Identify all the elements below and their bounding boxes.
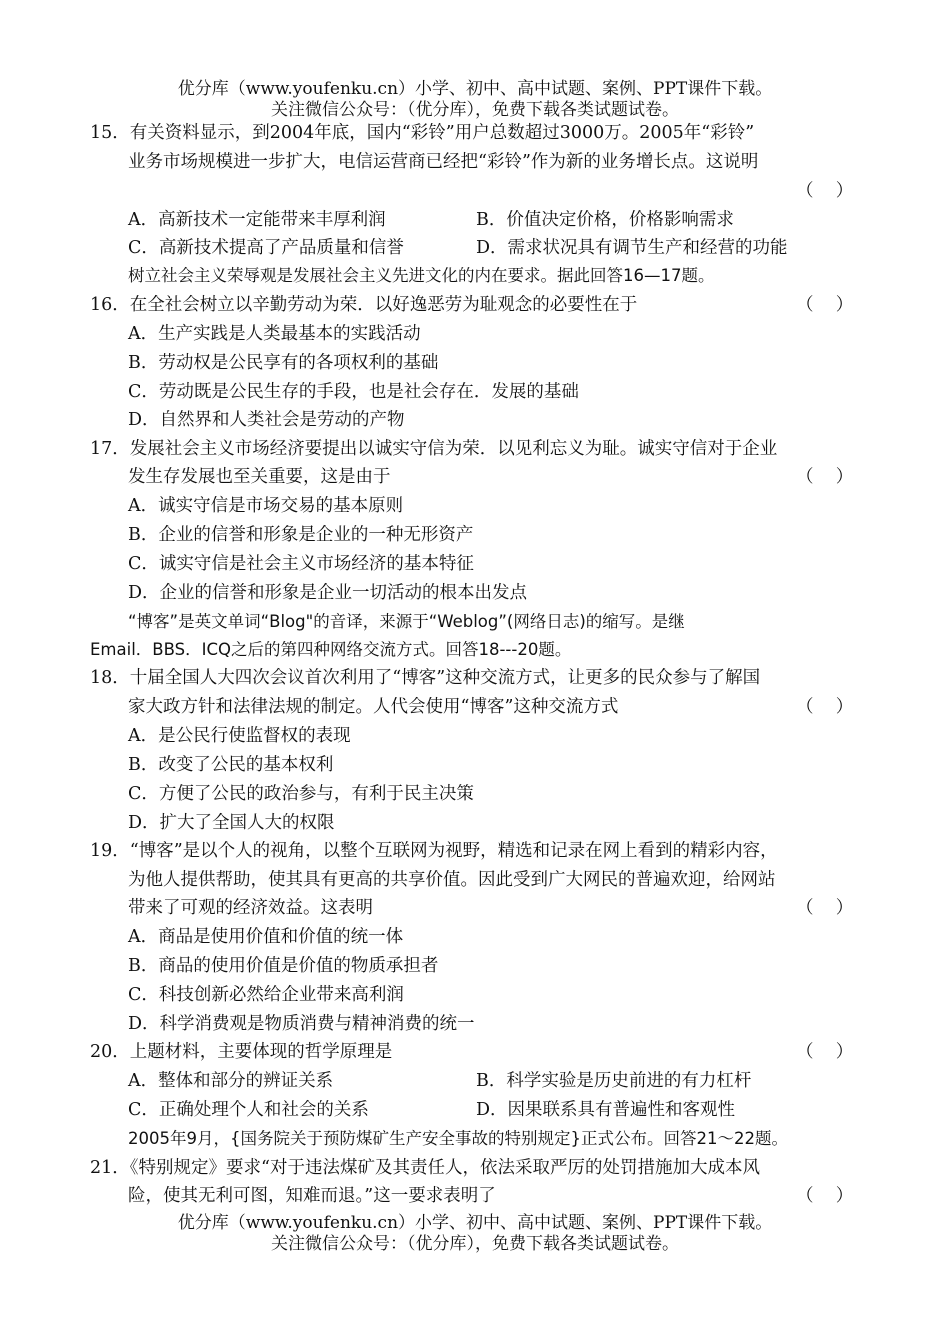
q19-answer-blank: （ ） (796, 898, 854, 918)
q18-option-a: A．是公民行使监督权的表现 (128, 726, 351, 746)
q18-stem-line-2: 家大政方针和法律法规的制定。人代会使用“博客”这种交流方式 (128, 697, 619, 717)
q21-answer-blank: （ ） (796, 1186, 854, 1206)
q17-option-c: C．诚实守信是社会主义市场经济的基本特征 (128, 554, 474, 574)
q16-stem: 16．在全社会树立以辛勤劳动为荣．以好逸恶劳为耻观念的必要性在于 (90, 295, 638, 315)
q18-option-d: D．扩大了全国人大的权限 (128, 813, 335, 833)
q16-option-d: D．自然界和人类社会是劳动的产物 (128, 410, 405, 430)
q15-answer-blank: （ ） (796, 181, 854, 201)
q18-stem-line-1: 18．十届全国人大四次会议首次利用了“博客”这种交流方式，让更多的民众参与了解国 (90, 668, 761, 688)
q20-option-d: D．因果联系具有普遍性和客观性 (476, 1100, 736, 1120)
q17-answer-blank: （ ） (796, 467, 854, 487)
q17-stem-line-2: 发生存发展也至关重要，这是由于 (128, 467, 391, 487)
q16-answer-blank: （ ） (796, 295, 854, 315)
q19-option-a: A．商品是使用价值和价值的统一体 (128, 927, 404, 947)
q15-option-a: A．高新技术一定能带来丰厚利润 (128, 210, 386, 230)
q17-option-d: D．企业的信誉和形象是企业一切活动的根本出发点 (128, 583, 528, 603)
q16-option-a: A．生产实践是人类最基本的实践活动 (128, 324, 421, 344)
q21-stem-line-1: 21．《特别规定》要求“对于违法煤矿及其责任人，依法采取严厉的处罚措施加大成本风 (90, 1158, 760, 1178)
q15-stem-line-1: 15．有关资料显示，到2004年底，国内“彩铃”用户总数超过3000万。2005年“彩铃” (90, 123, 755, 143)
q20-option-b: B．科学实验是历史前进的有力杠杆 (476, 1071, 752, 1091)
q18-option-b: B．改变了公民的基本权利 (128, 755, 334, 775)
header-line-2: 关注微信公众号：（优分库），免费下载各类试题试卷。 (271, 100, 679, 120)
q19-option-c: C．科技创新必然给企业带来高利润 (128, 985, 404, 1005)
q20-option-c: C．正确处理个人和社会的关系 (128, 1100, 369, 1120)
footer-line-2: 关注微信公众号：（优分库），免费下载各类试题试卷。 (271, 1234, 679, 1254)
q19-stem-line-3: 带来了可观的经济效益。这表明 (128, 898, 373, 918)
q20-stem: 20．上题材料，主要体现的哲学原理是 (90, 1042, 393, 1062)
q15-option-c: C．高新技术提高了产品质量和信誉 (128, 238, 404, 258)
q16-option-c: C．劳动既是公民生存的手段，也是社会存在．发展的基础 (128, 382, 579, 402)
q19-option-d: D．科学消费观是物质消费与精神消费的统一 (128, 1014, 475, 1034)
q18-answer-blank: （ ） (796, 697, 854, 717)
q17-option-a: A．诚实守信是市场交易的基本原则 (128, 496, 404, 516)
q15-stem-line-2: 业务市场规模进一步扩大，电信运营商已经把“彩铃”作为新的业务增长点。这说明 (128, 152, 759, 172)
q15-option-b: B．价值决定价格，价格影响需求 (476, 210, 734, 230)
q18-option-c: C．方便了公民的政治参与，有利于民主决策 (128, 784, 474, 804)
q20-answer-blank: （ ） (796, 1042, 854, 1062)
footer-line-1: 优分库（www.youfenku.cn）小学、初中、高中试题、案例、PPT课件下载。 (177, 1213, 773, 1233)
intro-q18-20-line-2: Email．BBS．ICQ之后的第四种网络交流方式。回答18---20题。 (90, 640, 572, 659)
q19-stem-line-2: 为他人提供帮助，使其具有更高的共享价值。因此受到广大网民的普遍欢迎，给网站 (128, 870, 776, 890)
intro-q16-17: 树立社会主义荣辱观是发展社会主义先进文化的内在要求。据此回答16—17题。 (128, 266, 715, 285)
q17-option-b: B．企业的信誉和形象是企业的一种无形资产 (128, 525, 474, 545)
q15-option-d: D．需求状况具有调节生产和经营的功能 (476, 238, 788, 258)
header-line-1: 优分库（www.youfenku.cn）小学、初中、高中试题、案例、PPT课件下载。 (177, 79, 773, 99)
intro-q18-20-line-1: “博客”是英文单词“Blog"的音译，来源于“Weblog”(网络日志)的缩写。是继 (128, 612, 685, 631)
q19-stem-line-1: 19．“博客”是以个人的视角，以整个互联网为视野，精选和记录在网上看到的精彩内容， (90, 841, 778, 861)
q21-stem-line-2: 险，使其无利可图，知难而退。”这一要求表明了 (128, 1186, 496, 1206)
q16-option-b: B．劳动权是公民享有的各项权利的基础 (128, 353, 439, 373)
q20-option-a: A．整体和部分的辨证关系 (128, 1071, 334, 1091)
q19-option-b: B．商品的使用价值是价值的物质承担者 (128, 956, 439, 976)
intro-q21-22: 2005年9月，{国务院关于预防煤矿生产安全事故的特别规定}正式公布。回答21～22题。 (128, 1129, 788, 1148)
q17-stem-line-1: 17．发展社会主义市场经济要提出以诚实守信为荣．以见利忘义为耻。诚实守信对于企业 (90, 439, 778, 459)
